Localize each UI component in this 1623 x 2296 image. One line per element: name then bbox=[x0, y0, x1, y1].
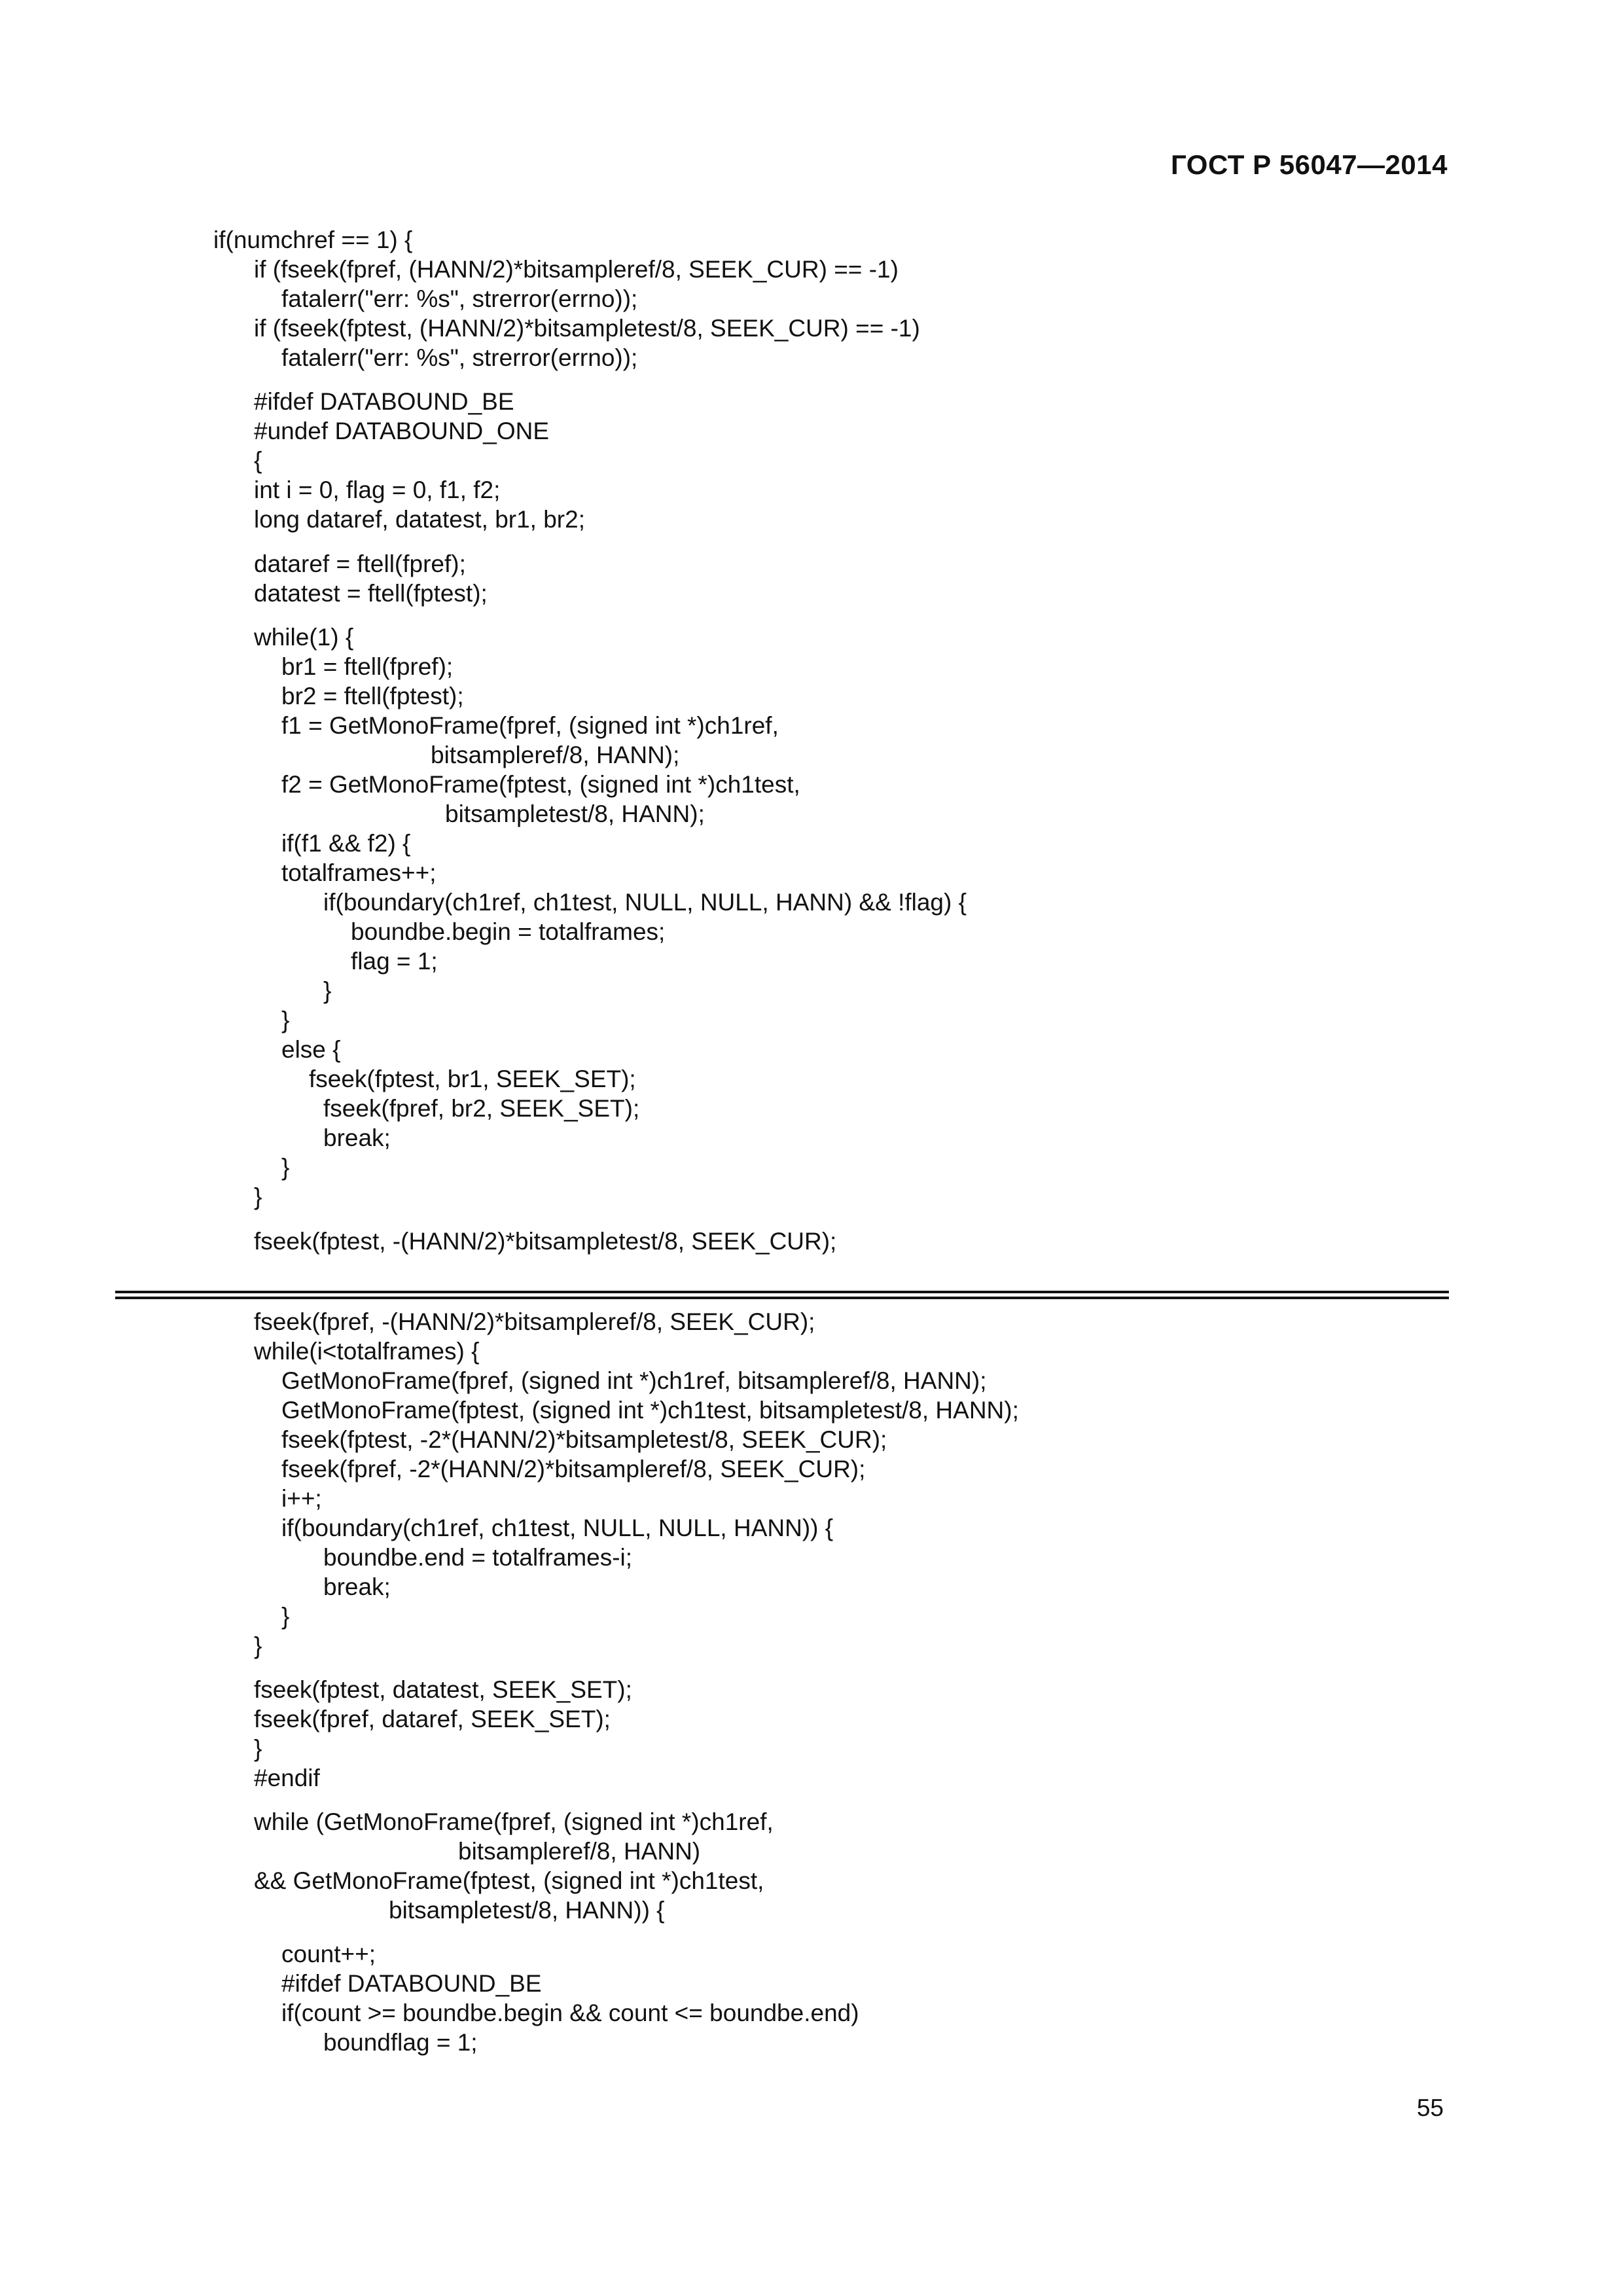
code-line: f1 = GetMonoFrame(fpref, (signed int *)ch1ref, bbox=[281, 712, 779, 739]
code-line: } bbox=[323, 977, 332, 1004]
code-line: boundbe.end = totalframes-i; bbox=[323, 1544, 633, 1571]
code-line: #ifdef DATABOUND_BE bbox=[254, 388, 514, 415]
code-line: bitsampleref/8, HANN) bbox=[458, 1838, 701, 1865]
code-line: GetMonoFrame(fpref, (signed int *)ch1ref, bitsampleref/8, HANN); bbox=[281, 1367, 987, 1394]
code-line: if(count >= boundbe.begin && count <= boundbe.end) bbox=[281, 2000, 859, 2026]
page-number: 55 bbox=[1416, 2094, 1444, 2121]
code-line: totalframes++; bbox=[281, 859, 437, 886]
code-line: } bbox=[254, 1735, 262, 1762]
code-line: fseek(fpref, -2*(HANN/2)*bitsampleref/8, SEEK_CUR); bbox=[281, 1456, 866, 1482]
code-line: #undef DATABOUND_ONE bbox=[254, 418, 550, 444]
document-header: ГОСТ Р 56047—2014 bbox=[1171, 149, 1448, 180]
double-rule-divider bbox=[115, 1291, 1449, 1300]
code-line: fatalerr("err: %s", strerror(errno)); bbox=[281, 285, 638, 312]
code-line: fseek(fptest, -(HANN/2)*bitsampletest/8, SEEK_CUR); bbox=[254, 1228, 837, 1255]
code-line: #ifdef DATABOUND_BE bbox=[281, 1970, 542, 1997]
code-line: flag = 1; bbox=[351, 948, 438, 975]
code-line: while (GetMonoFrame(fpref, (signed int *)ch1ref, bbox=[254, 1808, 774, 1835]
code-line: while(i<totalframes) { bbox=[254, 1338, 480, 1365]
code-line: fseek(fpref, br2, SEEK_SET); bbox=[323, 1095, 640, 1122]
code-line: br2 = ftell(fptest); bbox=[281, 683, 464, 709]
code-line: } bbox=[254, 1183, 262, 1210]
code-line: break; bbox=[323, 1573, 391, 1600]
code-line: f2 = GetMonoFrame(fptest, (signed int *)ch1test, bbox=[281, 771, 800, 798]
code-line: boundflag = 1; bbox=[323, 2029, 478, 2056]
code-line: long dataref, datatest, br1, br2; bbox=[254, 506, 585, 533]
code-line: fseek(fptest, datatest, SEEK_SET); bbox=[254, 1676, 632, 1703]
code-line: else { bbox=[281, 1036, 341, 1063]
code-line: && GetMonoFrame(fptest, (signed int *)ch1test, bbox=[254, 1867, 764, 1894]
code-line: break; bbox=[323, 1124, 391, 1151]
code-line: GetMonoFrame(fptest, (signed int *)ch1test, bitsampletest/8, HANN); bbox=[281, 1397, 1019, 1424]
code-line: while(1) { bbox=[254, 624, 354, 651]
code-line: #endif bbox=[254, 1765, 320, 1791]
code-line: count++; bbox=[281, 1941, 376, 1967]
code-line: fatalerr("err: %s", strerror(errno)); bbox=[281, 344, 638, 371]
code-line: bitsampletest/8, HANN); bbox=[445, 800, 705, 827]
code-line: fseek(fpref, -(HANN/2)*bitsampleref/8, SEEK_CUR); bbox=[254, 1308, 815, 1335]
code-line: } bbox=[254, 1632, 262, 1659]
code-line: boundbe.begin = totalframes; bbox=[351, 918, 666, 945]
code-line: fseek(fpref, dataref, SEEK_SET); bbox=[254, 1706, 611, 1732]
code-line: } bbox=[281, 1007, 290, 1033]
code-line: if(boundary(ch1ref, ch1test, NULL, NULL, HANN)) { bbox=[281, 1515, 834, 1541]
code-line: } bbox=[281, 1603, 290, 1630]
code-line: } bbox=[281, 1154, 290, 1181]
code-line: if (fseek(fpref, (HANN/2)*bitsampleref/8, SEEK_CUR) == -1) bbox=[254, 256, 899, 283]
code-line: fseek(fptest, br1, SEEK_SET); bbox=[309, 1066, 636, 1092]
code-line: { bbox=[254, 447, 262, 474]
code-line: bitsampletest/8, HANN)) { bbox=[389, 1897, 665, 1924]
code-line: dataref = ftell(fpref); bbox=[254, 550, 466, 577]
code-line: i++; bbox=[281, 1485, 322, 1512]
code-line: if(numchref == 1) { bbox=[213, 226, 413, 253]
code-line: if (fseek(fptest, (HANN/2)*bitsampletest/8, SEEK_CUR) == -1) bbox=[254, 315, 920, 342]
code-line: fseek(fptest, -2*(HANN/2)*bitsampletest/8, SEEK_CUR); bbox=[281, 1426, 887, 1453]
code-line: if(boundary(ch1ref, ch1test, NULL, NULL, HANN) && !flag) { bbox=[323, 889, 967, 916]
code-line: bitsampleref/8, HANN); bbox=[431, 742, 680, 768]
code-line: datatest = ftell(fptest); bbox=[254, 580, 488, 607]
code-line: if(f1 && f2) { bbox=[281, 830, 411, 857]
code-line: int i = 0, flag = 0, f1, f2; bbox=[254, 476, 501, 503]
code-line: br1 = ftell(fpref); bbox=[281, 653, 454, 680]
